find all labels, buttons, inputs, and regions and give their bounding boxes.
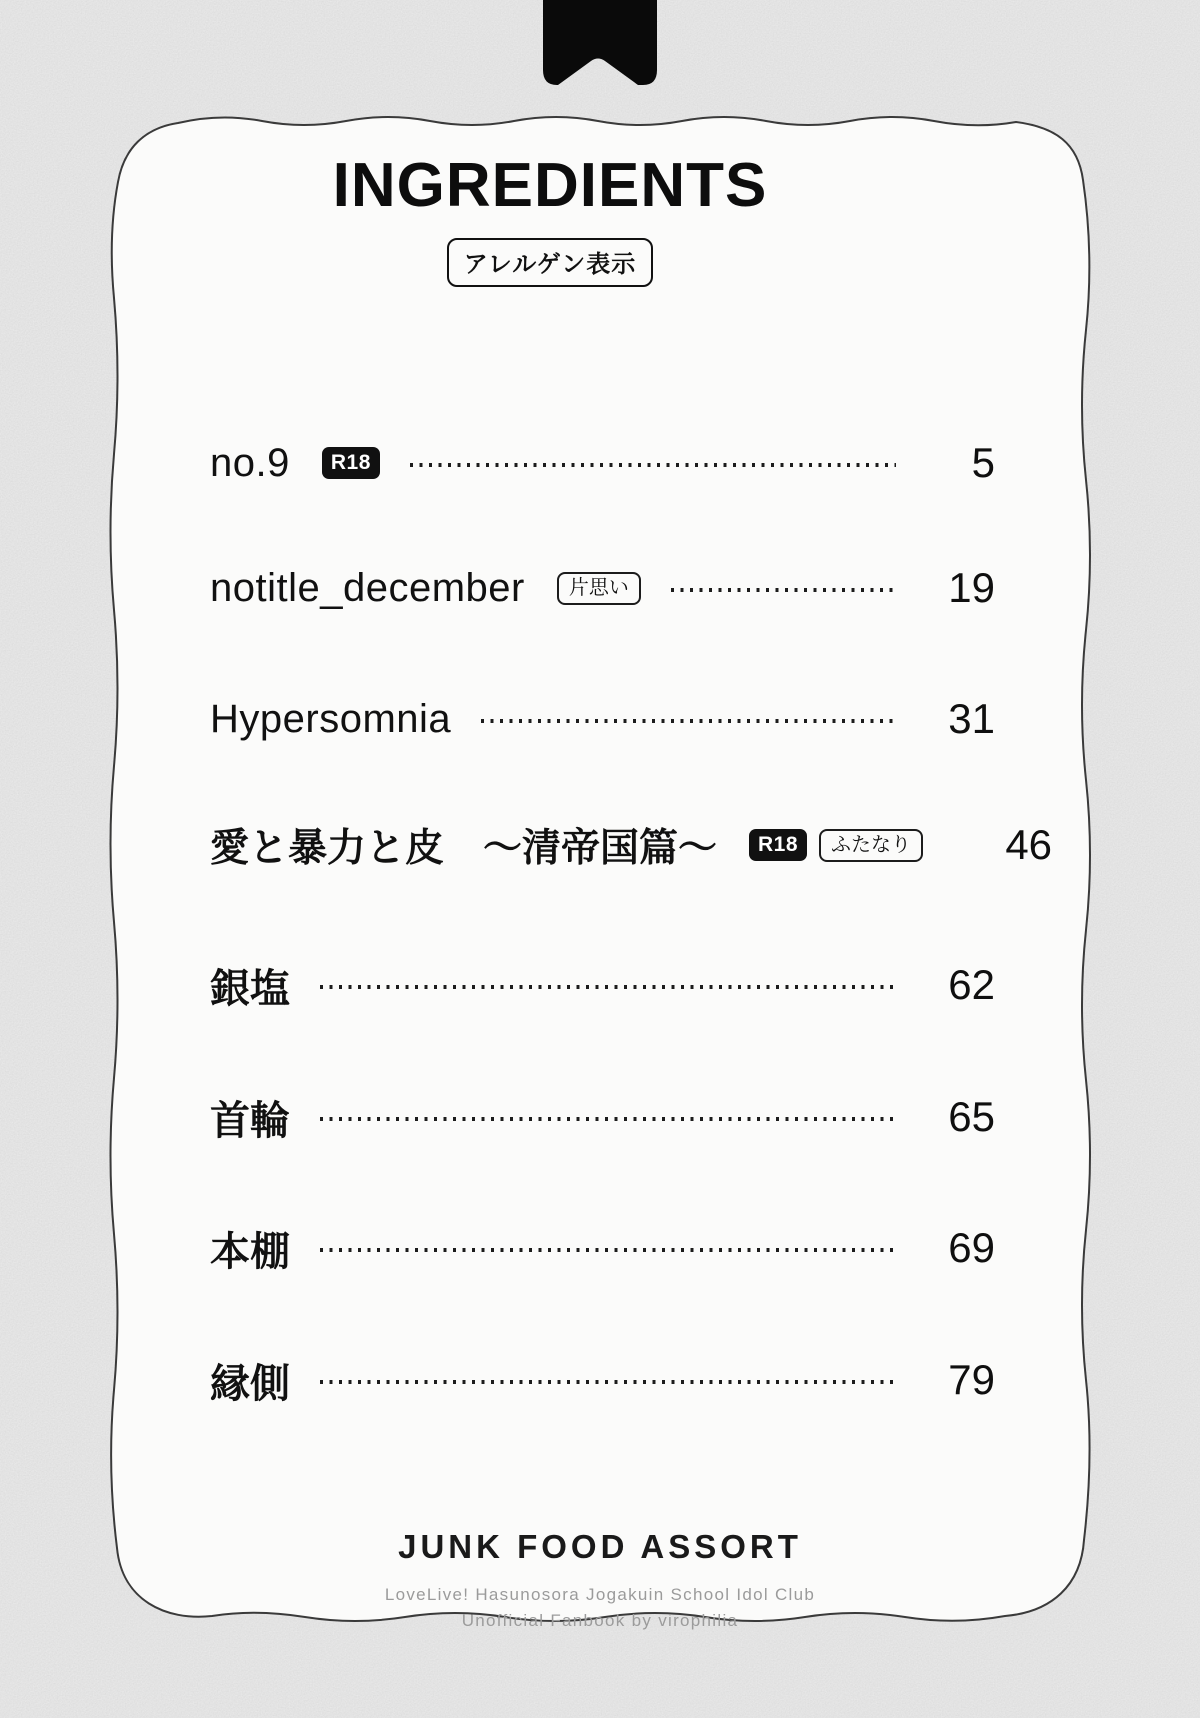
toc-title: 本棚: [210, 1229, 290, 1274]
page-number: 5: [971, 439, 995, 486]
toc-title: 愛と暴力と皮 ～清帝国篇～: [210, 827, 718, 870]
toc-row-engawa: [210, 1351, 995, 1409]
dot-leader: [320, 985, 896, 989]
toc-row-no9: [210, 434, 995, 492]
toc-row-ai-to-boryoku: [210, 816, 1053, 874]
dot-leader: [320, 1117, 896, 1121]
toc-title: notitle_december: [210, 565, 525, 610]
page-number: 19: [948, 564, 995, 611]
dot-leader: [320, 1248, 896, 1252]
dot-leader: [671, 588, 896, 592]
page-number: 79: [948, 1356, 995, 1403]
page-number: 31: [948, 695, 995, 742]
allergen-badge-wrap: [50, 238, 1050, 287]
series-line: LoveLive! Hasunosora Jogakuin School Idol Club: [384, 1585, 816, 1604]
toc-row-hypersomnia: [210, 690, 995, 748]
credit-line: Unofficial Fanbook by virophilia: [461, 1611, 739, 1631]
page-number: 65: [948, 1093, 995, 1140]
toc-title: 首輪: [210, 1098, 290, 1143]
dot-leader: [481, 719, 896, 723]
page-number: 46: [1005, 821, 1053, 868]
r18-badge: R18: [749, 829, 807, 861]
toc-title: no.9: [210, 440, 290, 485]
tag-badge-kataomoi: 片思い: [557, 572, 641, 605]
toc-row-notitle-december: [210, 559, 995, 617]
toc-row-ginen: [210, 956, 995, 1014]
footer: [150, 1528, 1050, 1635]
toc-row-hondana: [210, 1219, 995, 1277]
page-number: 62: [948, 961, 995, 1008]
tag-badge-futanari: ふたなり: [819, 829, 923, 862]
allergen-badge: アレルゲン表示: [447, 238, 653, 287]
dot-leader: [320, 1380, 896, 1384]
book-title: JUNK FOOD ASSORT: [398, 1528, 802, 1565]
dot-leader: [410, 463, 896, 467]
toc-title: 銀塩: [210, 966, 290, 1011]
toc-title: Hypersomnia: [210, 696, 452, 741]
toc-row-kubiwa: [210, 1088, 995, 1146]
page-number: 69: [948, 1224, 995, 1271]
toc-title: 縁側: [210, 1361, 290, 1406]
r18-badge: R18: [322, 447, 380, 479]
page-title: INGREDIENTS: [332, 151, 768, 220]
